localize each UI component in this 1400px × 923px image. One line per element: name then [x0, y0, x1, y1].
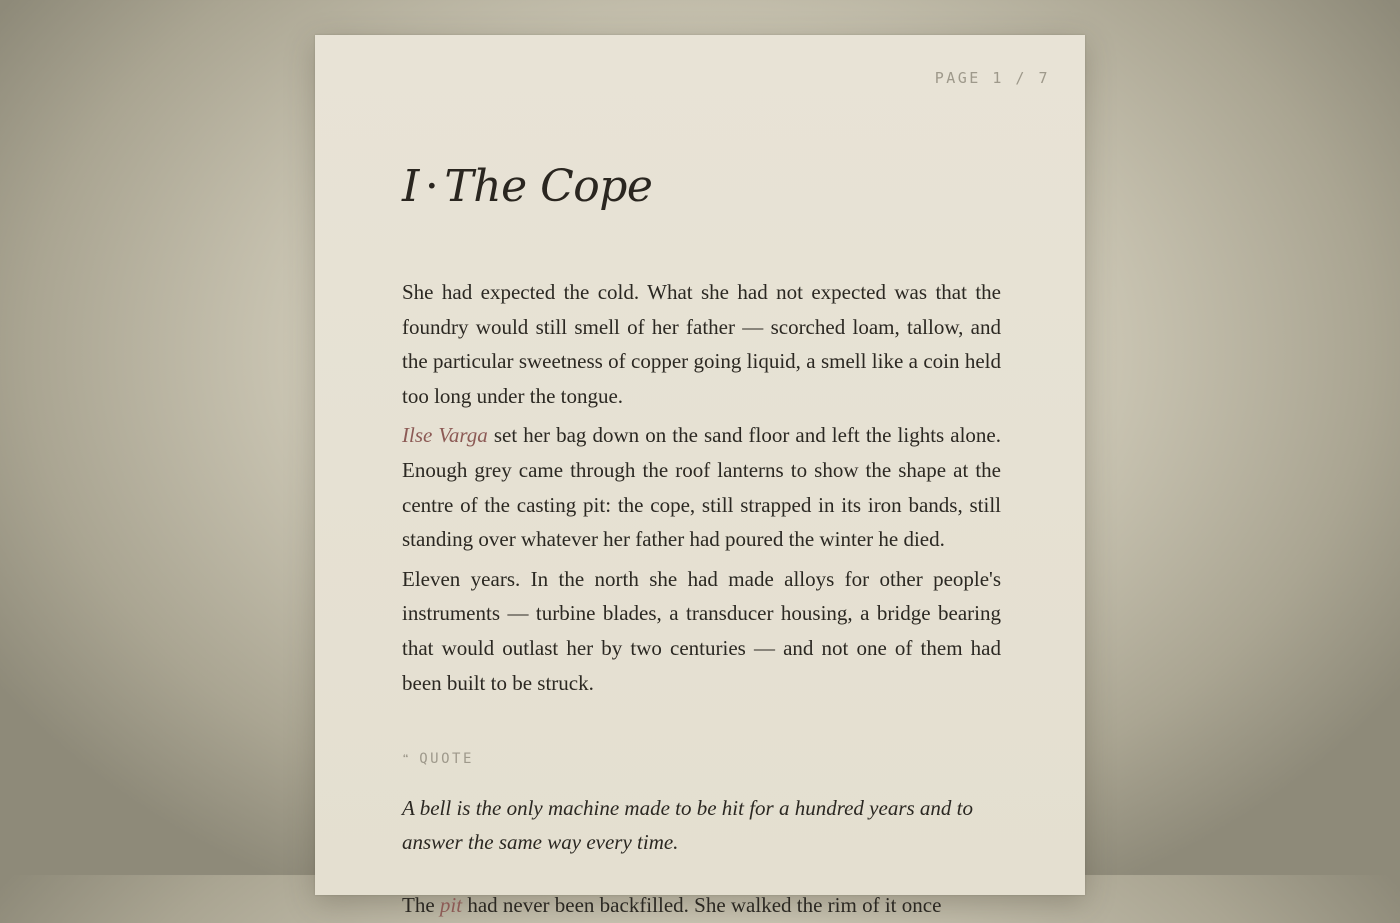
chapter-title	[402, 161, 652, 212]
paragraph-2-text: set her bag down on the sand floor and left the lights alone. Enough grey came through the roof lanterns to show the shape at the centre of the casting pit: the cope, still strapped in its iron bands, still standing over whatever her father had poured the winter he died.	[402, 423, 1001, 552]
paragraph-4-start: The	[402, 892, 435, 917]
reader-page	[315, 35, 1085, 917]
quote-icon: ❝	[402, 752, 410, 767]
paragraph-3: Eleven years. In the north she had made alloys for other people's instruments — turbine blades, a transducer housing, a bridge bearing that would outlast her by two centuries — and not one of them had been built to be struck.	[402, 566, 1001, 695]
quote-label-text: QUOTE	[419, 751, 474, 768]
page-indicator: PAGE 1 / 7	[934, 69, 1050, 87]
paragraph-2	[402, 418, 1001, 556]
paragraph-4-rest: had never been backfilled. She walked the rim of it once	[462, 892, 942, 917]
chapter-numeral: I	[402, 161, 419, 212]
paragraph-4-partial	[402, 888, 1001, 917]
character-name-link[interactable]: Ilse Varga	[402, 423, 488, 448]
quote-text: A bell is the only machine made to be hit for a hundred years and to answer the same way every time.	[402, 795, 973, 855]
chapter-separator: ·	[424, 161, 439, 212]
chapter-body	[402, 275, 1001, 917]
chapter-name: The Cope	[444, 161, 653, 212]
paragraph-1: She had expected the cold. What she had not expected was that the foundry would still smell of her father — scorched loam, tallow, and the particular sweetness of copper going liquid, a smell like a coin held too long under the tongue.	[402, 280, 1001, 408]
quote-label	[402, 742, 1001, 777]
paragraph-4-highlight[interactable]: pit	[439, 892, 463, 917]
